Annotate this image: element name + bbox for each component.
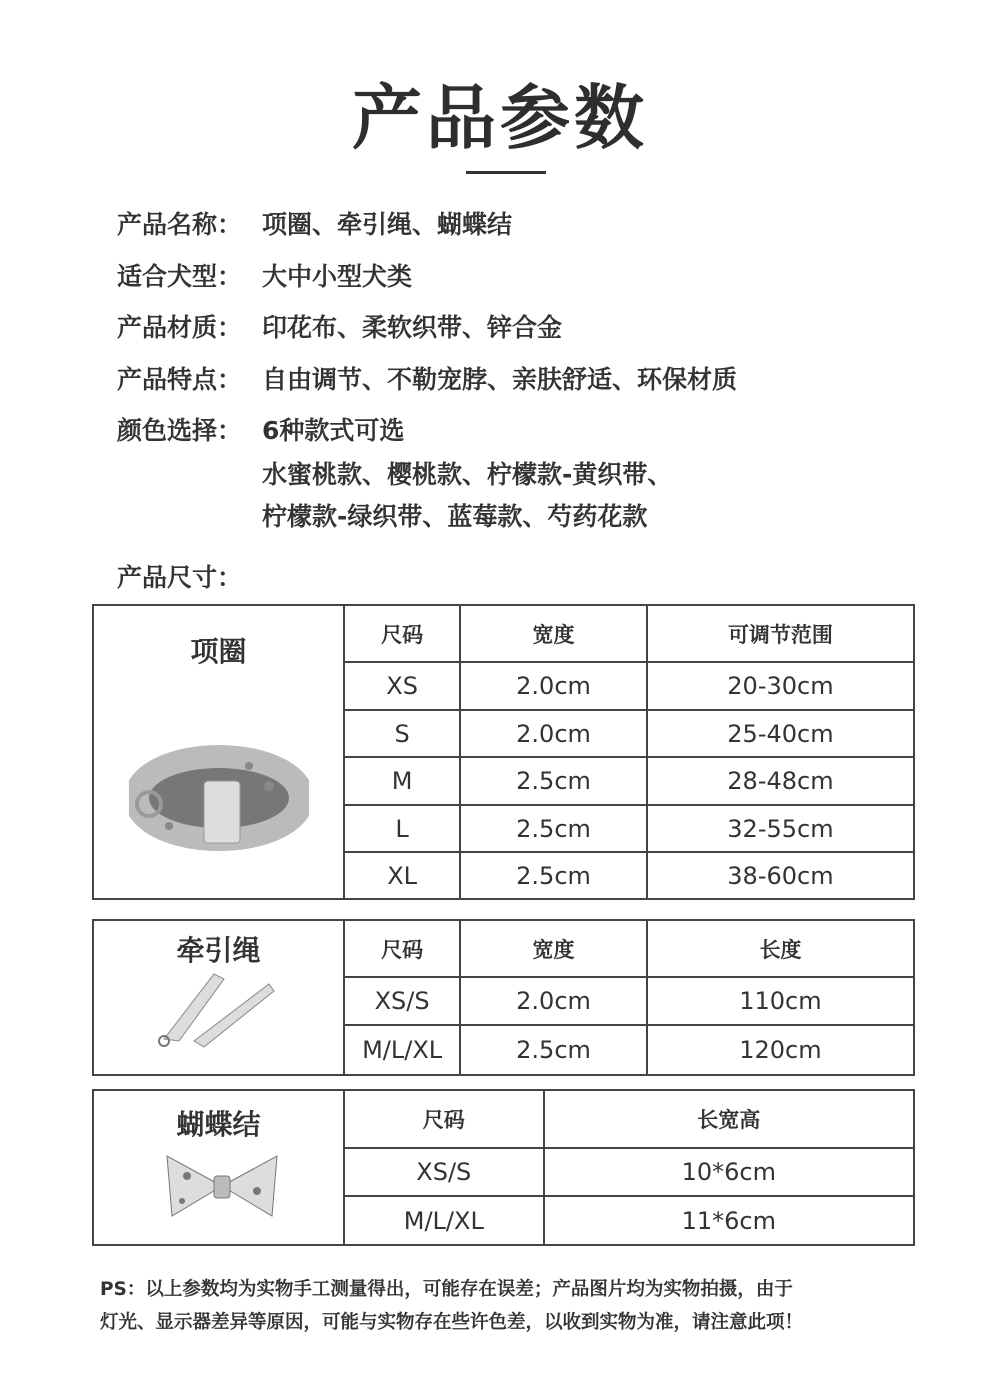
table-cell: XS/S — [345, 1149, 545, 1195]
table-cell: 2.0cm — [461, 978, 648, 1024]
spec-value-name: 项圈、牵引绳、蝴蝶结 — [262, 210, 513, 239]
table-row — [345, 853, 913, 898]
spec-label-dog-type: 适合犬型： — [117, 262, 243, 291]
table-row — [345, 806, 913, 853]
table-row — [345, 1149, 913, 1197]
column-header: 可调节范围 — [727, 622, 833, 647]
collar-header-row — [345, 606, 913, 663]
column-header: 长宽高 — [697, 1108, 761, 1132]
leash-name: 牵引绳 — [176, 934, 261, 967]
collar-cell — [94, 606, 345, 898]
table-cell: 28-48cm — [727, 767, 834, 795]
collar-name: 项圈 — [190, 635, 247, 668]
column-header: 尺码 — [345, 606, 461, 661]
table-cell: 2.0cm — [461, 711, 648, 756]
leash-image — [154, 969, 284, 1049]
table-cell: 2.0cm — [461, 663, 648, 709]
column-header: 尺码 — [345, 1091, 545, 1147]
collar-size-table — [92, 604, 915, 900]
table-cell: 2.5cm — [461, 758, 648, 804]
spec-label-material: 产品材质： — [117, 313, 243, 342]
table-row — [345, 663, 913, 711]
table-cell: 11*6cm — [681, 1207, 776, 1235]
spec-value-material: 印花布、柔软织带、锌合金 — [262, 313, 563, 342]
table-cell: M — [345, 758, 461, 804]
table-row — [345, 978, 913, 1026]
column-header: 长度 — [759, 937, 802, 962]
table-cell: 32-55cm — [727, 814, 834, 843]
table-cell: XS — [345, 663, 461, 709]
table-cell: 2.5cm — [461, 1026, 648, 1074]
table-cell: 38-60cm — [727, 861, 834, 890]
table-row — [345, 758, 913, 806]
table-cell: M/L/XL — [345, 1026, 461, 1074]
table-cell: 110cm — [739, 987, 822, 1015]
table-cell: 25-40cm — [727, 719, 834, 748]
footnote-line-2: 灯光、显示器差异等原因，可能与实物存在些许色差，以收到实物为准，请注意此项！ — [100, 1312, 804, 1333]
table-cell: XS/S — [345, 978, 461, 1024]
footnote-line-1: PS：以上参数均为实物手工测量得出，可能存在误差；产品图片均为实物拍摄，由于 — [100, 1279, 793, 1300]
table-cell: 20-30cm — [727, 672, 834, 700]
leash-cell — [94, 921, 345, 1074]
leash-size-table — [92, 919, 915, 1076]
spec-value-colors: 6种款式可选 — [262, 416, 405, 445]
color-options-line-1: 水蜜桃款、樱桃款、柠檬款-黄织带、 — [262, 460, 673, 489]
table-cell: M/L/XL — [345, 1197, 545, 1245]
column-header: 尺码 — [345, 921, 461, 976]
bow-header-row — [345, 1091, 913, 1149]
bow-cell — [94, 1091, 345, 1244]
spec-value-features: 自由调节、不勒宠脖、亲肤舒适、环保材质 — [262, 365, 738, 394]
title-divider — [466, 171, 546, 174]
bow-image — [162, 1151, 282, 1221]
table-cell: S — [345, 711, 461, 756]
bow-name: 蝴蝶结 — [176, 1108, 261, 1141]
table-cell: 2.5cm — [461, 853, 648, 898]
bow-size-table — [92, 1089, 915, 1246]
spec-value-dog-type: 大中小型犬类 — [262, 262, 413, 291]
spec-label-colors: 颜色选择： — [117, 416, 243, 445]
table-cell: 2.5cm — [461, 806, 648, 851]
table-cell: 10*6cm — [681, 1158, 776, 1186]
table-row — [345, 711, 913, 758]
leash-header-row — [345, 921, 913, 978]
table-cell: L — [345, 806, 461, 851]
spec-label-features: 产品特点： — [117, 365, 243, 394]
table-cell: 120cm — [739, 1036, 822, 1064]
column-header: 宽度 — [461, 921, 648, 976]
size-label: 产品尺寸： — [117, 563, 243, 592]
collar-image — [129, 736, 309, 856]
page-title: 产品参数 — [352, 77, 648, 159]
spec-label-name: 产品名称： — [117, 210, 243, 239]
table-cell: XL — [345, 853, 461, 898]
table-row — [345, 1026, 913, 1074]
table-row — [345, 1197, 913, 1245]
color-options-line-2: 柠檬款-绿织带、蓝莓款、芍药花款 — [262, 502, 648, 531]
column-header: 宽度 — [461, 606, 648, 661]
